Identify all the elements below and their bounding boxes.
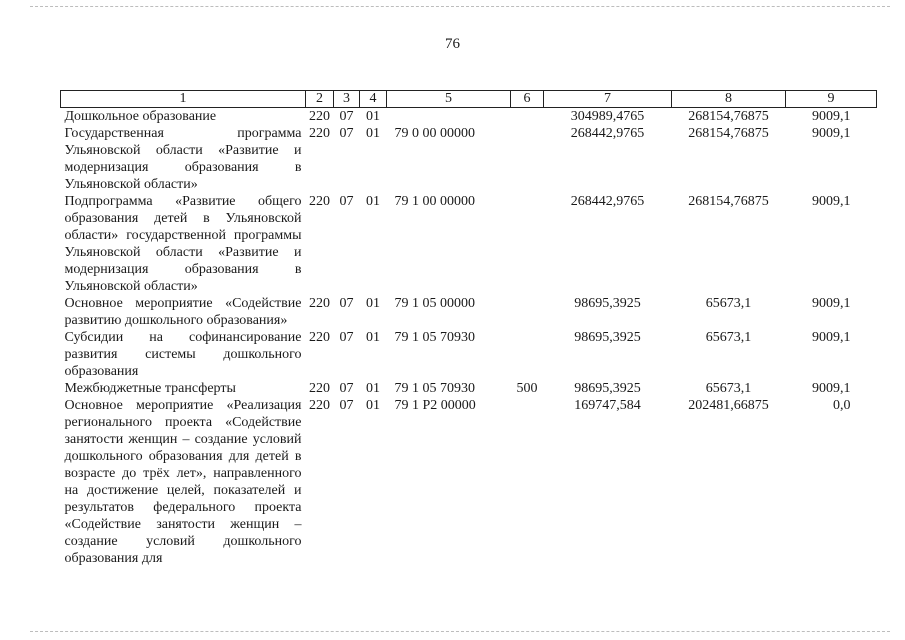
- cell-amount-col8: 268154,76875: [688, 109, 769, 124]
- column-header: 7: [544, 91, 672, 108]
- cell-amount-col8: 268154,76875: [688, 126, 769, 141]
- cell-subsection-code: 01: [366, 330, 380, 345]
- row-name: Межбюджетные трансферты: [64, 381, 236, 396]
- cell-target-article: 79 1 00 00000: [394, 194, 475, 209]
- cell-section-code: 07: [339, 296, 354, 311]
- header-row: [61, 91, 877, 108]
- cell-ministry-code: 220: [309, 330, 330, 345]
- cell-section-code: 07: [339, 330, 354, 345]
- cell-amount-col8: 65673,1: [705, 381, 752, 396]
- cell-amount-col7: 98695,3925: [574, 381, 641, 396]
- cell-ministry-code: 220: [309, 194, 330, 209]
- cell-section-code: 07: [339, 398, 354, 413]
- cell-subsection-code: 01: [366, 398, 380, 413]
- cell-target-article: 79 1 P2 00000: [394, 398, 476, 413]
- cell-ministry-code: 220: [309, 398, 330, 413]
- cell-amount-col9: 9009,1: [812, 126, 851, 141]
- column-header: 8: [672, 91, 786, 108]
- cell-amount-col9: 0,0: [833, 398, 851, 413]
- cell-amount-col9: 9009,1: [812, 194, 851, 209]
- cell-amount-col8: 268154,76875: [688, 194, 769, 209]
- cell-amount-col7: 268442,9765: [570, 126, 645, 141]
- cell-section-code: 07: [339, 194, 354, 209]
- row-name: Государственная программа Ульяновской области «Развитие и модернизация образования в Ульяновской области»: [64, 126, 302, 192]
- cell-amount-col7: 98695,3925: [574, 296, 641, 311]
- row-name: Субсидии на софинансирование развития системы дошкольного образования: [64, 330, 302, 379]
- cell-subsection-code: 01: [366, 296, 380, 311]
- column-header: 2: [306, 91, 334, 108]
- row-name: Основное мероприятие «Реализация регионального проекта «Содействие занятости женщин – создание условий дошкольного образования для детей в возрасте до трёх лет», направленного на достижение целей, показателей и результатов федерального проекта «Содействие занятости женщин – создание условий дошкольного образования для: [64, 398, 302, 566]
- cell-section-code: 07: [339, 126, 354, 141]
- cell-subsection-code: 01: [366, 381, 380, 396]
- cell-expense-type: [511, 295, 544, 329]
- cell-ministry-code: 220: [309, 296, 330, 311]
- cell-amount-col7: 169747,584: [574, 398, 641, 413]
- cell-amount-col9: 9009,1: [812, 109, 851, 124]
- page-number: 76: [445, 36, 460, 52]
- row-name: Подпрограмма «Развитие общего образования детей в Ульяновской области» государственной программы Ульяновской области «Развитие и модернизация образования в Ульяновской области»: [64, 194, 302, 294]
- table-row: [61, 295, 877, 329]
- column-header: 6: [511, 91, 544, 108]
- cell-section-code: 07: [339, 109, 354, 124]
- table-row: [61, 108, 877, 126]
- cell-subsection-code: 01: [366, 109, 380, 124]
- column-header: 1: [61, 91, 306, 108]
- cell-target-article: 79 1 05 00000: [394, 296, 475, 311]
- cell-amount-col8: 65673,1: [705, 296, 752, 311]
- table-row: [61, 329, 877, 380]
- cell-subsection-code: 01: [366, 194, 380, 209]
- cell-amount-col9: 9009,1: [812, 330, 851, 345]
- cell-amount-col7: 304989,4765: [570, 109, 645, 124]
- column-header: 3: [334, 91, 360, 108]
- table-row: [61, 397, 877, 567]
- cell-expense-type: 500: [516, 381, 538, 396]
- cell-target-article: [387, 108, 511, 126]
- table-row: [61, 380, 877, 397]
- row-name: Дошкольное образование: [64, 109, 217, 124]
- row-name: Основное мероприятие «Содействие развитию дошкольного образования»: [64, 296, 302, 328]
- table-row: [61, 193, 877, 295]
- cell-expense-type: [511, 193, 544, 295]
- budget-table: [60, 90, 877, 567]
- cell-target-article: 79 0 00 00000: [394, 126, 475, 141]
- cell-target-article: 79 1 05 70930: [394, 330, 475, 345]
- cell-amount-col9: 9009,1: [812, 381, 851, 396]
- cell-subsection-code: 01: [366, 126, 380, 141]
- cell-section-code: 07: [339, 381, 354, 396]
- cell-amount-col8: 65673,1: [705, 330, 752, 345]
- cell-amount-col9: 9009,1: [812, 296, 851, 311]
- cell-expense-type: [511, 108, 544, 126]
- column-header: 9: [786, 91, 877, 108]
- cell-expense-type: [511, 125, 544, 193]
- scan-edge-top: [30, 6, 890, 7]
- scan-edge-bottom: [30, 631, 890, 632]
- cell-amount-col8: 202481,66875: [688, 398, 769, 413]
- cell-ministry-code: 220: [309, 381, 330, 396]
- column-header: 5: [387, 91, 511, 108]
- cell-amount-col7: 98695,3925: [574, 330, 641, 345]
- cell-ministry-code: 220: [309, 126, 330, 141]
- column-header: 4: [360, 91, 387, 108]
- table-row: [61, 125, 877, 193]
- cell-expense-type: [511, 329, 544, 380]
- cell-expense-type: [511, 397, 544, 567]
- cell-amount-col7: 268442,9765: [570, 194, 645, 209]
- cell-ministry-code: 220: [309, 109, 330, 124]
- cell-target-article: 79 1 05 70930: [394, 381, 475, 396]
